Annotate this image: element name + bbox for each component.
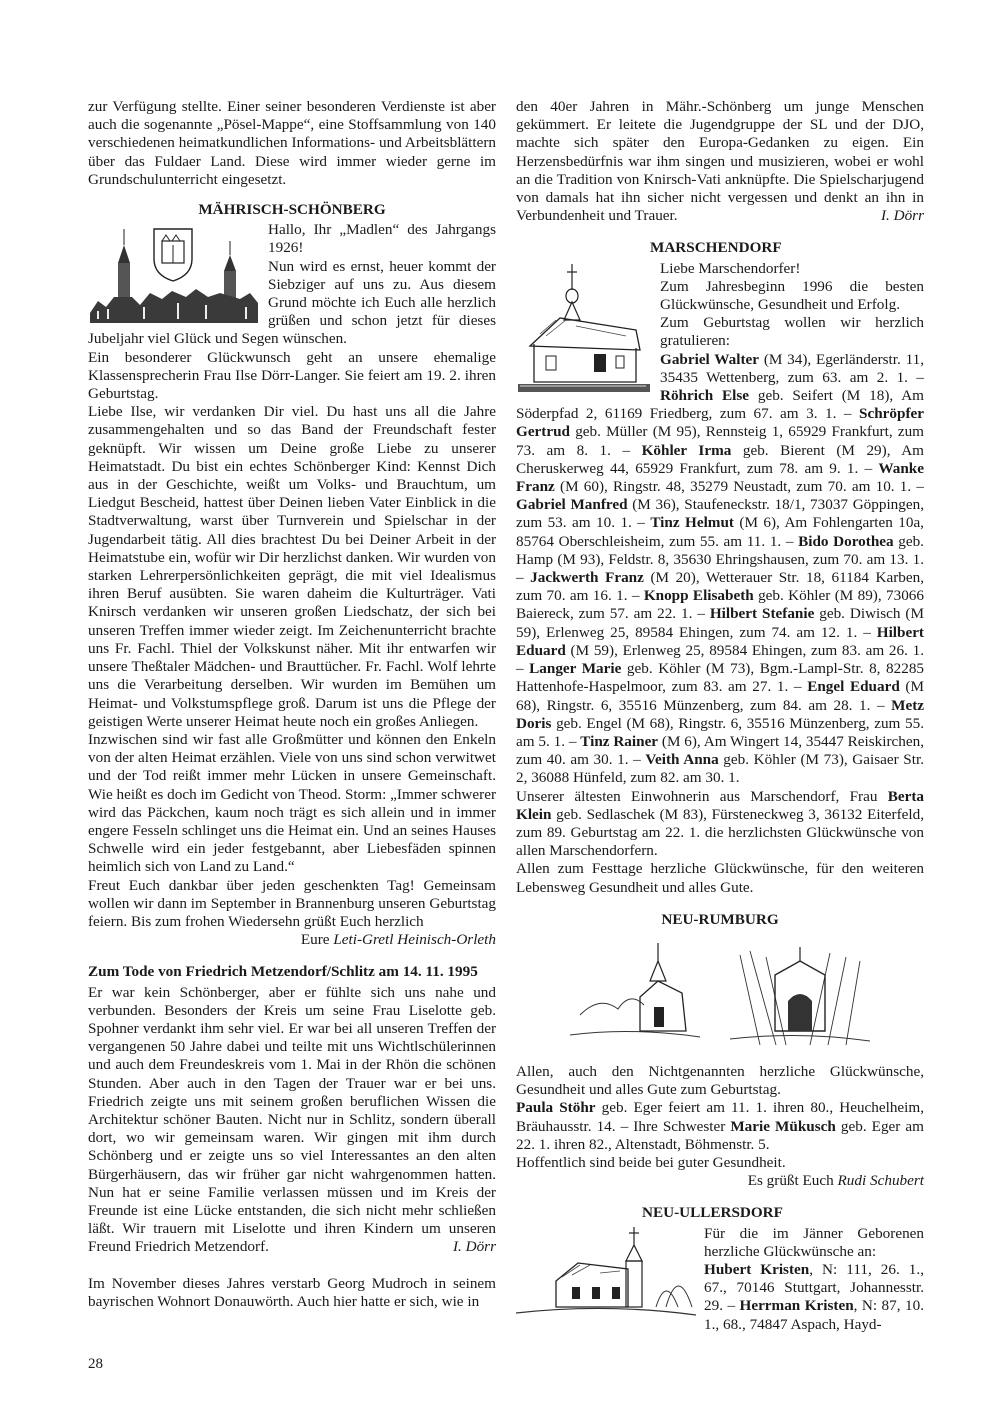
birthday-details: (M 6), Am Fohlengarten 10a, 85764 Oberschleisheim, zum 55. am 11. 1. – [516, 514, 924, 550]
birthday-name: Köhler Irma [641, 441, 732, 459]
nr-name-1: Paula Stöhr [516, 1099, 596, 1117]
birthday-name: Wanke Franz [516, 459, 924, 496]
section-heading-neu-rumburg: NEU-RUMBURG [661, 910, 779, 928]
birthday-list [516, 351, 924, 788]
nu-name-2: Herrman Kristen [739, 1297, 854, 1315]
birthday-details: geb. Seifert (M 18), Am Söderpfad 2, 61169 Friedberg, zum 67. am 3. 1. – [516, 387, 924, 423]
birthday-name: Tinz Rainer [580, 732, 659, 750]
right-column [516, 98, 924, 1334]
section-heading-maehrisch-schoenberg: MÄHRISCH-SCHÖNBERG [198, 201, 386, 219]
birthday-details: geb. Köhler (M 89), 73066 Baiereck, zum 57. am 22. 1. – [516, 587, 924, 623]
birthday-details: (M 34), Egerländerstr. 11, 35435 Wettenberg, zum 63. am 2. 1. – [660, 350, 925, 386]
obituary-text-metzendorf [88, 984, 496, 1257]
obituary-heading-metzendorf: Zum Tode von Friedrich Metzendorf/Schlitz am 14. 11. 1995 [88, 963, 478, 981]
nu-intro: Für die im Jänner Geborenen herzliche Glückwünsche an: [704, 1224, 924, 1260]
page-number: 28 [88, 1356, 103, 1372]
birthday-name: Tinz Helmut [650, 514, 734, 532]
marsch-birthday-intro: Zum Geburtstag wollen wir herzlich gratulieren: [660, 314, 924, 350]
marsch-closing: Allen zum Festtage herzliche Glückwünsche, für den weiteren Lebensweg Gesundheit und alles Gute. [516, 860, 924, 896]
oldest-resident-paragraph [516, 788, 924, 861]
nr-text-1: geb. Eger feiert am 11. 1. ihren 80., Heuchelheim, Bräuhausstr. 14. – Ihre Schwester [516, 1099, 925, 1135]
birthday-name: Jackwerth Franz [530, 569, 644, 587]
obituary-body: Er war kein Schönberger, aber er fühlte sich uns nahe und verbunden. Besonders der Kreis um seine Frau Liselotte geb. Spohner verdankt ihm sehr viel. Er war bei all unseren Treffen der vergangenen 50 Jahre dabei und teilte mit uns Wichtlschülerinnen und auch dem Freundeskreis vom 1. Mai in der Rhön die schönen Stunden. Aber auch in den Tagen der Trauer war er bei uns. Friedrich zeigte uns mit seinem großen beruflichen Wissen die Architektur schöner Bauten. Nicht nur in Schlitz, sondern überall dort, wo wir gemeinsam waren. Wir gingen mit ihm durch Schönberg und er zeigte uns so viel Interessantes an den alten Bürgerhäusern, das wir früher gar nicht wahrgenommen hatten. Nun hat er seine Familie verlassen müssen und im Kreis der Freunde ist eine Lücke entstanden, die sich nicht mehr schließen läßt. Wir trauern mit Liselotte und ihren Kindern um unseren Freund Friedrich Metzendorf. [88, 983, 496, 1256]
continued-signature: I. Dörr [880, 207, 924, 225]
section-heading-marschendorf: MARSCHENDORF [650, 239, 782, 257]
birthday-details: geb. Hamp (M 93), Feldstr. 8, 35630 Ehringshausen, zum 70. am 13. 1. – [516, 532, 924, 587]
nr-paragraph-2 [516, 1099, 924, 1154]
continued-paragraph [516, 98, 924, 225]
marsch-wish: Zum Jahresbeginn 1996 die besten Glückwünsche, Gesundheit und Erfolg. [660, 277, 924, 314]
ms-greeting: Hallo, Ihr „Madlen“ des Jahrgangs 1926! [268, 221, 496, 257]
birthday-details: (M 68), Ringstr. 6, 35516 Münzenberg, zum 84. am 28. 1. – [516, 678, 924, 714]
nu-text-2: , N: 87, 10. 1., 68., 74847 Aspach, Hayd- [704, 1297, 924, 1333]
town-illustration [88, 223, 260, 323]
town-skyline-coat-of-arms-image [88, 223, 260, 323]
nr-signature [516, 1172, 924, 1190]
left-column [88, 98, 496, 1311]
birthday-name: Gabriel Manfred [516, 496, 628, 514]
oldest-post: geb. Sedlaschek (M 83), Fürsteneckweg 3, 36132 Eiterfeld, zum 89. Geburtstag am 22. 1. die herzlichsten Glückwünsche von allen Marschendorfern. [516, 805, 924, 860]
birthday-details: geb. Bierent (M 29), Am Cheruskerweg 44, 65929 Frankfurt, zum 78. am 9. 1. – [516, 441, 924, 477]
birthday-name: Knopp Elisabeth [643, 587, 754, 605]
birthday-details: (M 6), Am Wingert 14, 35447 Reiskirchen, zum 40. am 30. 1. – [516, 732, 924, 769]
oldest-name: Berta Klein [516, 787, 924, 823]
birthday-details: geb. Köhler (M 73), Gaisaer Str. 2, 36088 Hünfeld, zum 82. am 30. 1. [516, 751, 924, 787]
nr-signature-name: Rudi Schubert [837, 1172, 924, 1190]
ms-paragraph-4: Inzwischen sind wir fast alle Großmütter und können den Enkeln von der alten Heimat erzählen. Viele von uns sind schon verwitwet und der Tod reißt immer mehr Lücken in unsere Gemeinschaft. Wie heißt es doch im Gedicht von Theod. Storm: „Immer schwerer wird das Päckchen, kaum noch trägt es sich allein und in immer engere Fesseln schlinget uns die Heimat ein. Und an seines Hauses Schwelle wird ein jeder festgebannt, aber Liebesfäden spinnen heimlich sich von Land zu Land.“ [88, 730, 496, 876]
nu-text-1: , N: 111, 26. 1., 67., 70146 Stuttgart, Johannesstr. 29. – [704, 1260, 924, 1315]
marsch-greeting: Liebe Marschendorfer! [660, 259, 801, 277]
birthday-name: Röhrich Else [660, 387, 750, 405]
ms-paragraph-3: Liebe Ilse, wir verdanken Dir viel. Du hast uns all die Jahre zusammengehalten und so das Band der Freundschaft fester geknüpft. Wir wissen um Deine große Liebe zu unserer Heimatstadt. Du bist ein echtes Schönberger Kind: Kennst Dich aus in der Geschichte, weißt um Volks- und Brauchtum, um Liedgut Bescheid, hattest über Deinen lieben Vater Einblick in die Stadtverwaltung, warst über Turnverein und Spielschar in der Jugendarbeit tätig. All dies brachtest Du bei Deiner Arbeit in der Heimatstube ein, wofür wir Dir herzlichst danken. Wir wurden von starken Lehrerpersönlichkeiten geprägt, die mit viel Idealismus ihren Beruf ausübten. Sie waren daheim die Kulturträger. Vati Knirsch verdanken wir unseren großen Liedschatz, der sich bei unseren Treffen immer wieder zeigt. Im Zeichenunterricht brachte uns Fr. Fachl. Thiel der Volkskunst näher. Mit ihr entwarfen wir unsere Theßtaler Mädchen- und Brauttücher. Fr. Fachl. Wolf lehrte uns die Verarbeitung derselben. Wir wurden im Bemühen um Heimat- und Volkstumspflege groß. Darum ist uns die Pflege der geistigen Werte unserer Heimat heute noch ein großes Anliegen. [88, 403, 496, 730]
birthday-name: Veith Anna [645, 751, 719, 769]
nr-paragraph-1: Allen, auch den Nichtgenannten herzliche Glückwünsche, Gesundheit und alles Gute zum Geburtstag. [516, 1062, 924, 1099]
mudroch-paragraph: Im November dieses Jahres verstarb Georg Mudroch in seinem bayrischen Wohnort Donauwörth. Auch hier hatte er sich, wie in [88, 1274, 496, 1310]
birthday-name: Langer Marie [529, 660, 622, 678]
ms-paragraph-5: Freut Euch dankbar über jeden geschenkten Tag! Gemeinsam wollen wir dann im September in Brannenburg unseren Geburtstag feiern. Bis zum frohen Wiedersehn grüßt Euch herzlich [88, 876, 496, 930]
nr-paragraph-3: Hoffentlich sind beide bei guter Gesundheit. [516, 1153, 786, 1171]
birthday-details: geb. Engel (M 68), Ringstr. 6, 35516 Münzenberg, zum 55. am 5. 1. – [516, 714, 924, 750]
ms-signature [88, 931, 496, 949]
birthday-name: Engel Eduard [807, 678, 900, 696]
intro-paragraph: zur Verfügung stellte. Einer seiner besonderen Verdienste ist aber auch die sogenannte „Pösel-Mappe“, eine Stoffsammlung von 140 verschiedenen heimatkundlichen Informations- und Arbeitsblättern über das Fuldaer Land. Diese wird immer wieder gerne im Grundschulunterricht eingesetzt. [88, 98, 496, 188]
ms-signature-name: Leti-Gretl Heinisch-Orleth [333, 931, 496, 949]
nr-text-2: geb. Eger am 22. 1. ihren 82., Altenstadt, Böhmenstr. 5. [516, 1117, 924, 1153]
birthday-name: Metz Doris [516, 696, 924, 732]
nr-name-2: Marie Mükusch [730, 1117, 836, 1135]
oldest-pre: Unserer ältesten Einwohnerin aus Marschendorf, Frau [516, 787, 888, 805]
birthday-name: Gabriel Walter [660, 350, 760, 368]
ms-paragraph-1: Nun wird es ernst, heuer kommt der Siebziger auf uns zu. Aus diesem Grund möchte ich Euch alle herzlich grüßen und schon jetzt für dieses Jubeljahr viel Glück und Segen wünschen. [88, 257, 496, 348]
chapel-image [516, 260, 652, 400]
birthday-details: geb. Diwisch (M 59), Erlenweg 25, 89584 Ehingen, zum 74. am 12. 1. – [516, 605, 924, 641]
birthday-name: Hilbert Stefanie [709, 605, 815, 623]
chapel-illustration [516, 260, 652, 400]
neu-rumburg-chapel-image [570, 935, 870, 1053]
nu-name-1: Hubert Kristen [704, 1260, 810, 1278]
continued-text: den 40er Jahren in Mähr.-Schönberg um junge Menschen gekümmert. Er leitete die Jugendgruppe der SL und der DJO, machte sich später den Europa-Gedanken zu eigen. Ein Herzensbedürfnis war ihm singen und musizieren, wobei er wohl an die Tradition von Knirsch-Vati anknüpfte. Die Spielscharjugend von damals hat ihn sicher nicht vergessen und denkt an ihn in Verbundenheit und Trauer. [516, 98, 924, 225]
birthday-details: (M 60), Ringstr. 48, 35279 Neustadt, zum 70. am 10. 1. – [554, 478, 924, 496]
birthday-details: (M 36), Staufeneckstr. 18/1, 73037 Göppingen, zum 53. am 10. 1. – [516, 496, 924, 532]
birthday-details: (M 59), Erlenweg 25, 89584 Ehingen, zum 83. am 26. 1. – [516, 641, 924, 678]
birthday-name: Schröpfer Gertrud [516, 405, 924, 441]
birthday-details: geb. Köhler (M 73), Bgm.-Lampl-Str. 8, 82285 Hattenhofe-Haspelmoor, zum 83. am 27. 1. – [516, 660, 925, 696]
birthday-details: (M 20), Wetterauer Str. 18, 61184 Karben, zum 70. am 16. 1. – [516, 569, 924, 605]
neu-ullersdorf-church-image [516, 1225, 696, 1321]
ms-paragraph-2: Ein besonderer Glückwunsch geht an unsere ehemalige Klassensprecherin Frau Ilse Dörr-Langer. Sie feiert am 19. 2. ihren Geburtstag. [88, 348, 496, 403]
birthday-name: Hilbert Eduard [516, 623, 924, 659]
neu-ullersdorf-illustration [516, 1225, 696, 1321]
birthday-details: geb. Müller (M 95), Rennsteig 1, 65929 Frankfurt, zum 73. am 8. 1. – [516, 423, 924, 459]
obituary-signature: I. Dörr [452, 1238, 496, 1256]
birthday-name: Bido Dorothea [798, 532, 894, 550]
nr-signature-prefix: Es grüßt Euch [747, 1172, 834, 1190]
section-heading-neu-ullersdorf: NEU-ULLERSDORF [642, 1204, 783, 1222]
ms-signature-prefix: Eure [300, 931, 330, 949]
